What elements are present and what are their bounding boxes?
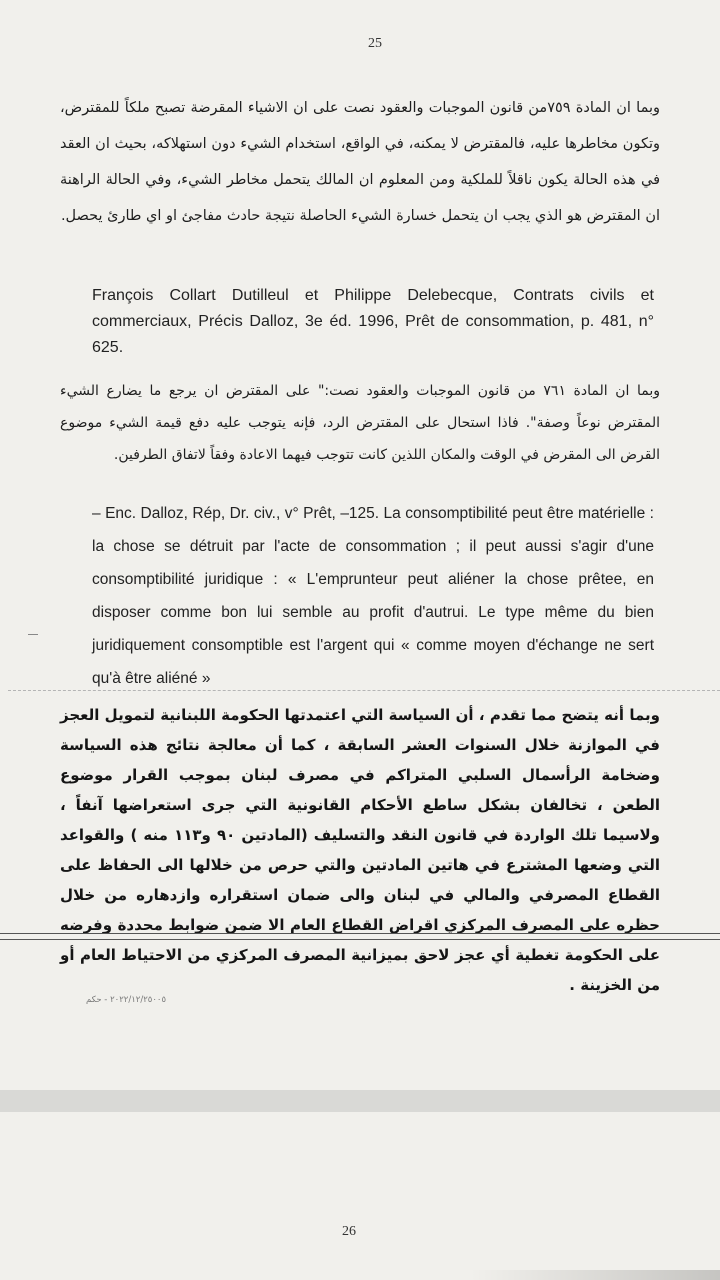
paragraph-text: وبما ان المادة ٧٦١ من قانون الموجبات والعقود نصت:" على المقترض ان يرجع ما يضارع الشيء المقترض نوعاً وصفة". فاذا استحال على المقترض الرد، فإنه يتوجب عليه دفع قيمة الشيء موضوع القرض الى المقرض في الوقت والمكان اللذين كانت تتوجب فيهما الاعادة وفقاً لاتفاق الطرفين. xyxy=(60,383,661,463)
paragraph-text: وبما ان المادة ٧٥٩من قانون الموجبات والعقود نصت على ان الاشياء المقرضة تصبح ملكاً للمقترض، وتكون مخاطرها عليه، فالمقترض لا يمكنه، في الواقع، استخدام الشيء دون استهلاكه، بحيث ان العقد في هذه الحالة يكون ناقلاً للملكية ومن المعلوم ان المالك يتحمل مخاطر الشيء، وفي الحالة الراهنة ان المقترض هو الذي يجب ان يتحمل خسارة الشيء الحاصلة نتيجة حادث مفاجئ او اي طارئ يحصل. xyxy=(60,100,660,224)
arabic-paragraph-conclusion xyxy=(60,700,660,1000)
margin-mark xyxy=(28,634,38,635)
page-number: 26 xyxy=(342,1224,356,1239)
arabic-paragraph-article-759 xyxy=(60,90,660,234)
arabic-paragraph-article-761 xyxy=(60,375,660,471)
footer-rule-bottom xyxy=(0,939,720,940)
fold-line xyxy=(8,690,720,691)
document-reference-code: ٢٠٢٢/١٢/٢٥٠٠٥ - حكم xyxy=(86,995,167,1005)
cut-off-text-edge xyxy=(470,1270,720,1280)
french-citation-collart-dutilleul: François Collart Dutilleul et Philippe Delebecque, Contrats civils et commerciaux, Précis Dalloz, 3e éd. 1996, Prêt de consommation, p. 481, n° 625. xyxy=(92,287,654,356)
page-number: 25 xyxy=(368,36,382,51)
document-page-26 xyxy=(0,1112,720,1280)
footer-rule-top xyxy=(0,933,720,934)
french-citation-enc-dalloz: – Enc. Dalloz, Rép, Dr. civ., v° Prêt, –125. La consomptibilité peut être matérielle : la chose se détruit par l'acte de consommation ; il peut aussi s'agir d'une consomptibilité juridique : « L'emprunteur peut aliéner la chose prêtee, en disposer comme bon lui semble au profit d'autrui. Le type même du bien juridiquement consomptible est l'argent qui « comme moyen d'échange ne sert qu'à être aliéné » xyxy=(92,505,654,687)
paragraph-text: وبما أنه يتضح مما تقدم ، أن السياسة التي اعتمدتها الحكومة اللبنانية لتمويل العجز في الموازنة خلال السنوات العشر السابقة ، كما أن معالجة نتائج هذه السياسة وضخامة الرأسمال السلبي المتراكم في مصرف لبنان بموجب القرار موضوع الطعن ، تخالفان بشكل ساطع الأحكام القانونية التي جرى استعراضها آنفاً ، ولاسيما تلك الواردة في قانون النقد والتسليف (المادتين ٩٠ و١١٣ منه ) والقواعد التي وضعها المشترع في هاتين المادتين والتي حرص من خلالها الى الحفاظ على القطاع المصرفي والمالي في لبنان والى ضمان استقراره وازدهاره من خلال حظره على المصرف المركزي اقراض القطاع العام الا ضمن ضوابط محددة وفرضه على الحكومة تغطية أي عجز لاحق بميزانية المصرف المركزي من الاحتياط العام أو من الخزينة . xyxy=(60,706,661,994)
